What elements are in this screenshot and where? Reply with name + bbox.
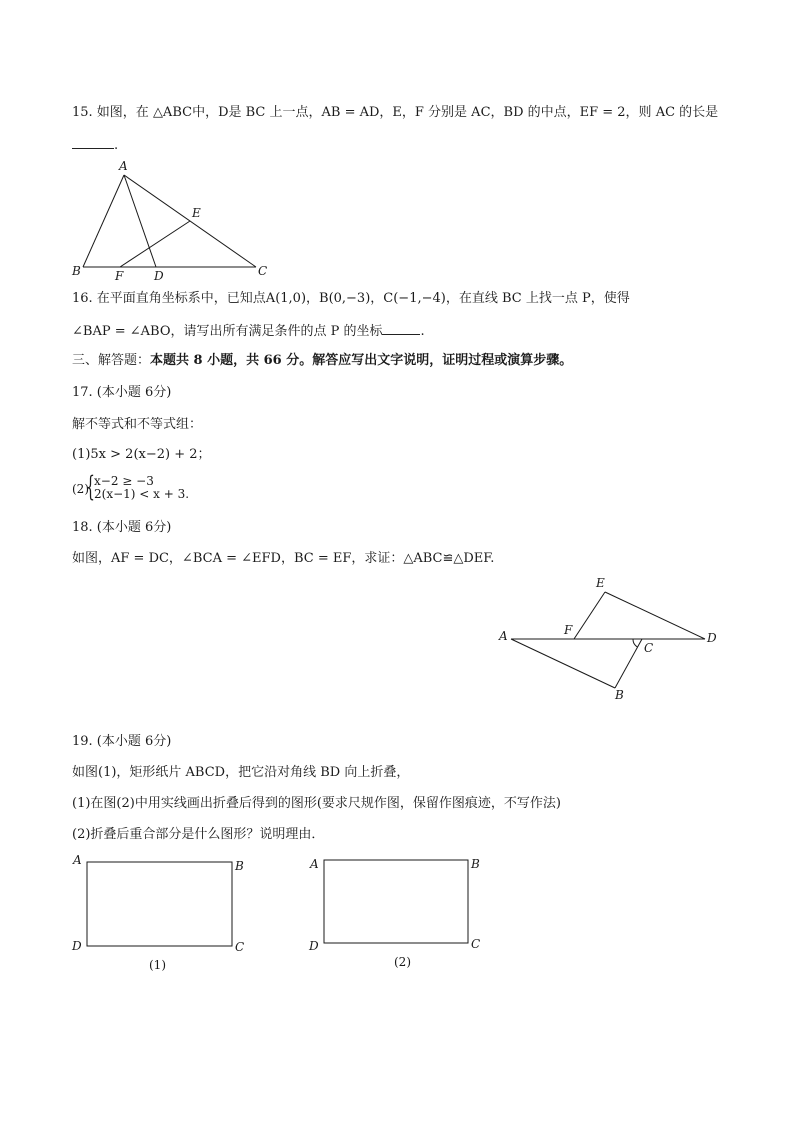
- q17-part1: (1)5x > 2(x−2) + 2；: [72, 447, 211, 462]
- segment-AB: [511, 639, 615, 688]
- q19-text: 如图(1)，矩形纸片 ABCD，把它沿对角线 BD 向上折叠，: [72, 765, 410, 780]
- q18-text: 如图，AF = DC，∠BCA = ∠EFD，BC = EF，求证：△ABC≌△DEF.: [72, 551, 495, 566]
- q16-line1: 16. 在平面直角坐标系中，已知点A(1,0)，B(0,−3)，C(−1,−4)，在直线 BC 上找一点 P，使得: [72, 291, 630, 306]
- segment-AD: [124, 175, 156, 267]
- caption: (1): [149, 958, 166, 972]
- q19-figure-1: [68, 852, 258, 977]
- q16-line2: ∠BAP = ∠ABO，请写出所有满足条件的点 P 的坐标 .: [72, 324, 425, 339]
- q19-figure-2[interactable]: [306, 852, 496, 977]
- q16-answer-blank[interactable]: [382, 322, 420, 335]
- label-C: C: [235, 940, 245, 954]
- q18-figure: [496, 572, 728, 704]
- segment-AB: [83, 175, 124, 267]
- label-D: D: [707, 631, 717, 645]
- q18-header: 18. (本小题 6分): [72, 520, 172, 535]
- q15-answer-blank[interactable]: .: [72, 136, 118, 155]
- label-D: D: [154, 269, 164, 283]
- q19-part2: (2)折叠后重合部分是什么图形？说明理由．: [72, 827, 325, 842]
- label-E: E: [192, 206, 201, 220]
- label-C: C: [644, 641, 654, 655]
- label-A: A: [499, 629, 508, 643]
- label-D: D: [309, 939, 319, 953]
- label-D: D: [72, 939, 82, 953]
- q15-text: 15. 如图，在 △ABC中，D是 BC 上一点，AB = AD，E，F 分别是 AC，BD 的中点，EF = 2，则 AC 的长是: [72, 105, 719, 120]
- q15-triangle-figure: [66, 158, 286, 284]
- q17-prompt: 解不等式和不等式组：: [72, 417, 203, 432]
- label-B: B: [72, 264, 81, 278]
- label-A: A: [310, 857, 319, 871]
- segment-EF: [120, 221, 190, 267]
- section3-heading: 三、解答题：本题共 8 小题，共 66 分。解答应写出文字说明，证明过程或演算步骤。: [72, 353, 573, 368]
- label-C: C: [471, 937, 481, 951]
- segment-ED: [605, 592, 705, 639]
- q19-header: 19. (本小题 6分): [72, 734, 172, 749]
- brace-symbol: {: [86, 470, 95, 503]
- angle-mark-C: [633, 639, 638, 647]
- label-F: F: [115, 269, 124, 283]
- q17-header: 17. (本小题 6分): [72, 385, 172, 400]
- label-E: E: [596, 576, 605, 590]
- rectangle-ABCD: [324, 860, 468, 943]
- label-A: A: [119, 159, 128, 173]
- q19-part1: (1)在图(2)中用实线画出折叠后得到的图形(要求尺规作图，保留作图痕迹，不写作法): [72, 796, 561, 811]
- label-A: A: [73, 853, 82, 867]
- label-B: B: [615, 688, 624, 702]
- label-F: F: [564, 623, 573, 637]
- caption: (2): [394, 955, 411, 969]
- segment-EF: [574, 592, 605, 639]
- label-B: B: [235, 859, 244, 873]
- rectangle-ABCD: [87, 862, 232, 946]
- label-C: C: [258, 264, 268, 278]
- segment-BC: [615, 639, 642, 688]
- label-B: B: [471, 857, 480, 871]
